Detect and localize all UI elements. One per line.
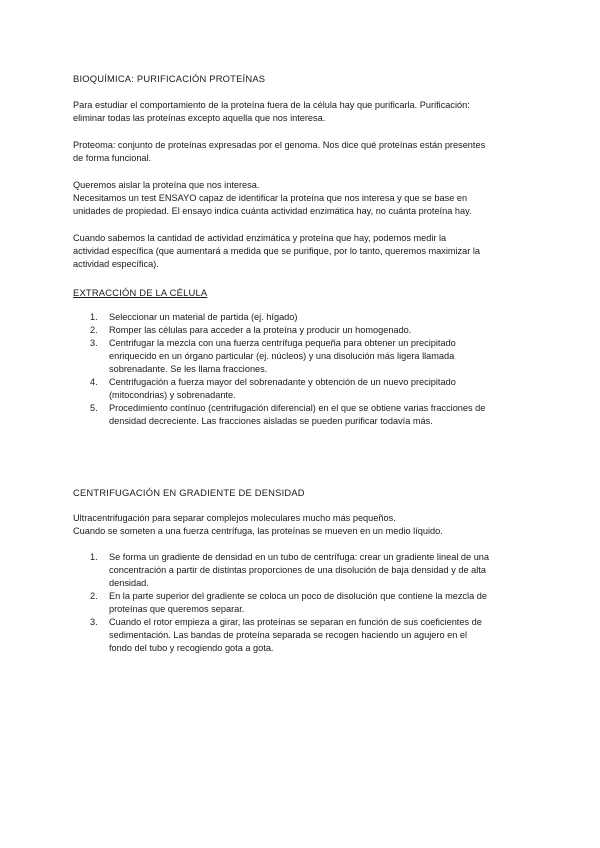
text-line: concentración a partir de distintas proporciones de una disolución de baja densidad y de alta xyxy=(109,565,486,575)
text-line: En la parte superior del gradiente se coloca un poco de disolución que contiene la mezcla de xyxy=(109,591,487,601)
text-line: actividad específica). xyxy=(73,259,159,269)
text-line: Procedimiento contínuo (centrifugación diferencial) en el que se obtiene varias fracciones de xyxy=(109,403,486,413)
text-line: Seleccionar un material de partida (ej. hígado) xyxy=(109,312,298,322)
text-line: Cuando se someten a una fuerza centrífuga, las proteínas se mueven en un medio líquido. xyxy=(73,526,443,536)
list-item xyxy=(73,551,533,590)
list-item xyxy=(73,590,533,616)
centrifugacion-intro-paragraph xyxy=(73,512,533,538)
intro-paragraph-purificacion xyxy=(73,99,533,125)
text-line: Necesitamos un test ENSAYO capaz de identificar la proteína que nos interesa y que se base en xyxy=(73,193,468,203)
list-item xyxy=(73,616,533,655)
list-item xyxy=(73,324,533,337)
text-line: Queremos aislar la proteína que nos interesa. xyxy=(73,180,260,190)
text-line: sedimentación. Las bandas de proteína separada se recogen haciendo un agujero en el xyxy=(109,630,468,640)
text-line: unidades de propiedad. El ensayo indica cuánta actividad enzimática hay, no cuánta proteína hay. xyxy=(73,206,472,216)
text-line: de forma funcional. xyxy=(73,153,152,163)
centrifugacion-steps-list xyxy=(73,551,533,655)
list-item xyxy=(73,376,533,402)
text-line: Cuando sabemos la cantidad de actividad enzimática y proteína que hay, podemos medir la xyxy=(73,233,447,243)
intro-paragraph-proteoma xyxy=(73,139,533,165)
text-line: Para estudiar el comportamiento de la proteína fuera de la célula hay que purificarla. Purificación: xyxy=(73,100,470,110)
text-line: enriquecido en un órgano particular (ej. núcleos) y una disolución más ligera llamada xyxy=(109,351,455,361)
list-number: 4. xyxy=(90,377,98,387)
text-line: Ultracentrifugación para separar complejos moleculares mucho más pequeños. xyxy=(73,513,396,523)
intro-paragraph-actividad xyxy=(73,232,533,271)
text-line: densidad decreciente. Las fracciones aisladas se pueden purificar todavía más. xyxy=(109,416,433,426)
list-item xyxy=(73,402,533,428)
text-line: actividad específica (que aumentará a medida que se purifique, por lo tanto, queremos maximizar la xyxy=(73,246,481,256)
list-number: 3. xyxy=(90,617,98,627)
text-line: fondo del tubo y recogiendo gota a gota. xyxy=(109,643,274,653)
text-line: proteínas que queremos separar. xyxy=(109,604,245,614)
section-heading-centrifugacion: CENTRIFUGACIÓN EN GRADIENTE DE DENSIDAD xyxy=(73,487,305,498)
list-item xyxy=(73,337,533,376)
document-title: BIOQUÍMICA: PURIFICACIÓN PROTEÍNAS xyxy=(73,73,266,84)
list-number: 1. xyxy=(90,552,98,562)
list-number: 1. xyxy=(90,312,98,322)
text-line: Proteoma: conjunto de proteínas expresadas por el genoma. Nos dice qué proteínas están presentes xyxy=(73,140,486,150)
text-line: Cuando el rotor empieza a girar, las proteínas se separan en función de sus coeficientes de xyxy=(109,617,482,627)
text-line: Centrifugar la mezcla con una fuerza centrífuga pequeña para obtener un precipitado xyxy=(109,338,456,348)
list-number: 3. xyxy=(90,338,98,348)
list-number: 5. xyxy=(90,403,98,413)
list-number: 2. xyxy=(90,591,98,601)
list-number: 2. xyxy=(90,325,98,335)
text-line: Centrifugación a fuerza mayor del sobrenadante y obtención de un nuevo precipitado xyxy=(109,377,456,387)
text-line: densidad. xyxy=(109,578,149,588)
extraccion-steps-list xyxy=(73,311,533,428)
text-line: eliminar todas las proteínas excepto aquella que nos interesa. xyxy=(73,113,326,123)
text-line: (mitocondrias) y sobrenadante. xyxy=(109,390,236,400)
text-line: Romper las células para acceder a la proteína y producir un homogenado. xyxy=(109,325,412,335)
intro-paragraph-ensayo xyxy=(73,179,533,218)
list-item xyxy=(73,311,533,324)
section-heading-extraccion: EXTRACCIÓN DE LA CÉLULA xyxy=(73,287,208,298)
text-line: sobrenadante. Se les llama fracciones. xyxy=(109,364,268,374)
text-line: Se forma un gradiente de densidad en un tubo de centrífuga: crear un gradiente lineal de una xyxy=(109,552,490,562)
